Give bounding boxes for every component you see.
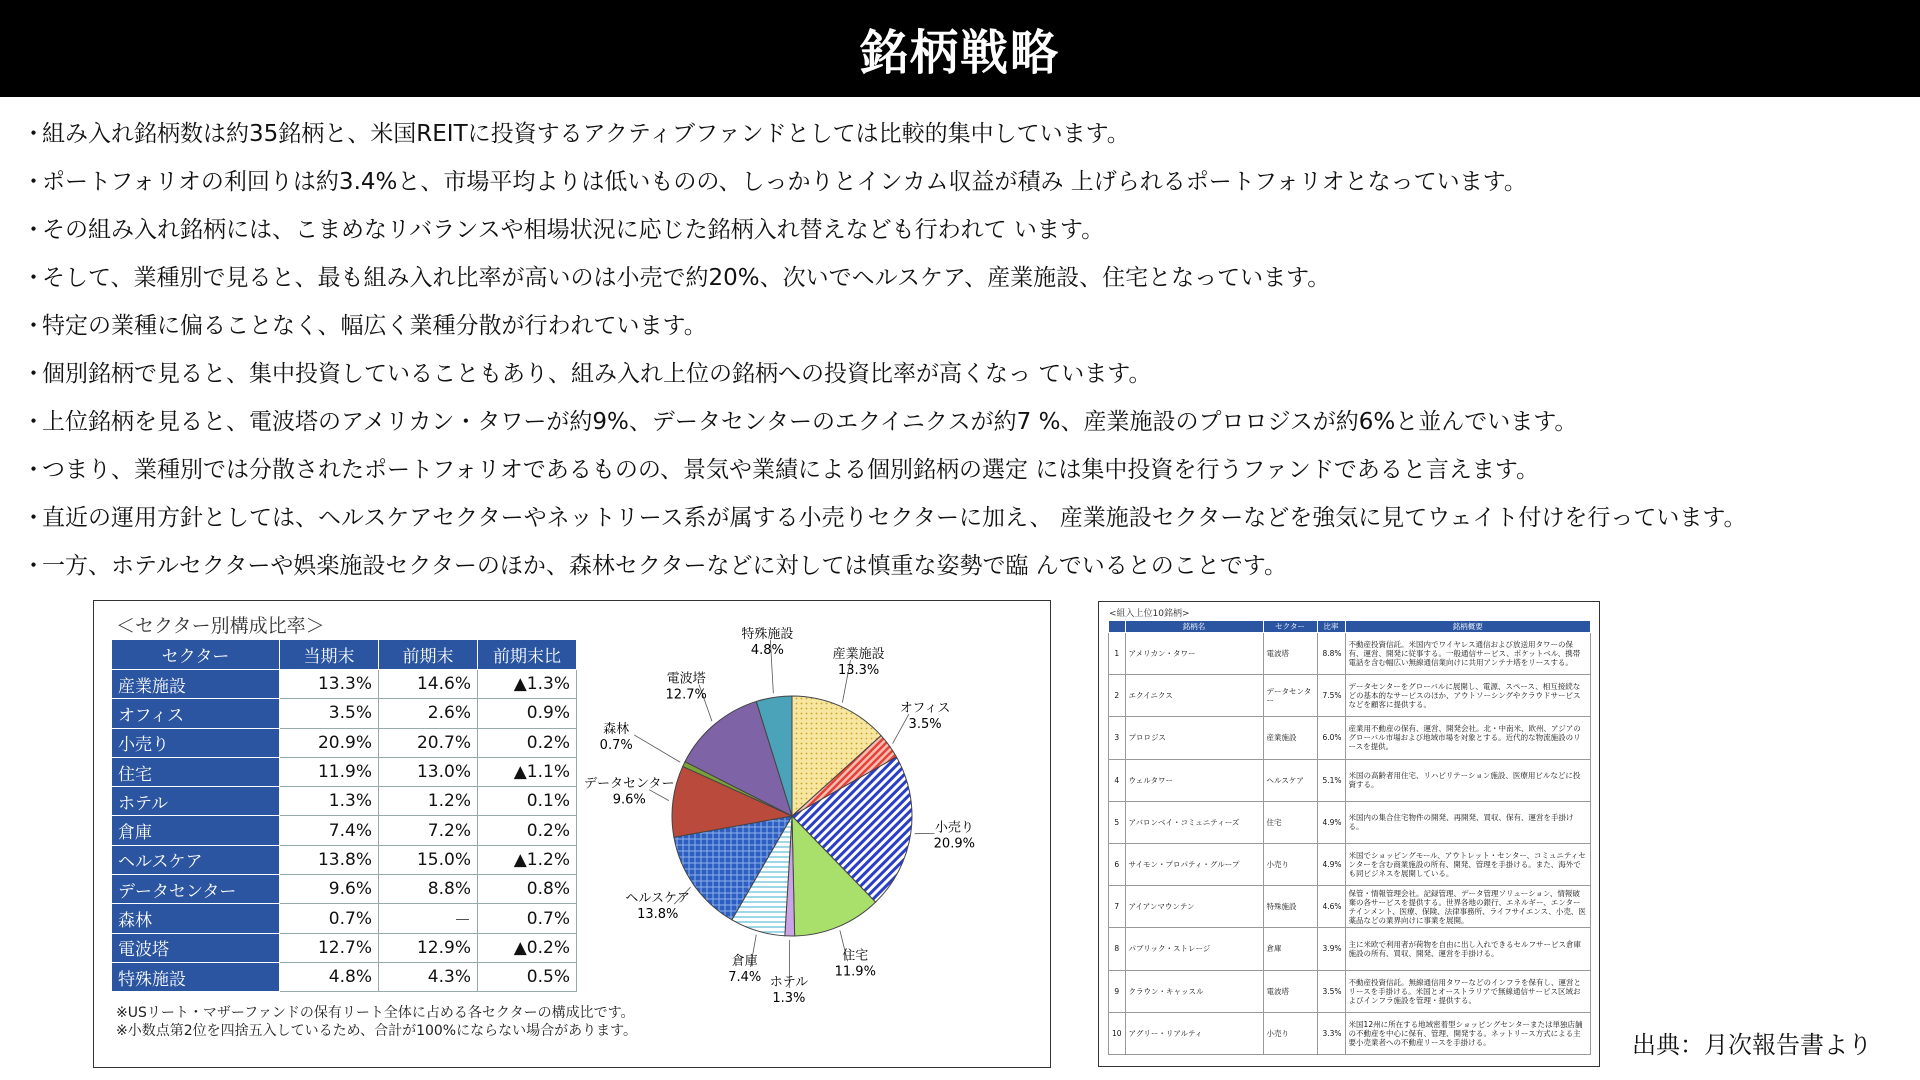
pie-value-label: 20.9% [933, 836, 975, 852]
column-header: 前期末 [379, 640, 478, 670]
bullet-text: 個別銘柄で見ると、集中投資していることもあり、組み入れ上位の銘柄への投資比率が高くなっ ています。 [42, 361, 1152, 387]
value-cell: 13.3% [280, 670, 379, 699]
value-cell: 0.9% [478, 699, 577, 728]
table-row [112, 787, 577, 816]
value-cell: 7.4% [280, 816, 379, 845]
value-cell: ▲1.1% [478, 757, 577, 786]
weight-cell: 3.9% [1317, 928, 1345, 970]
bullet-mark: ・ [22, 361, 45, 387]
pie-label: オフィス [899, 701, 951, 717]
sector-table-body [112, 670, 577, 992]
pie-label: データセンター [584, 776, 675, 792]
table-row [112, 816, 577, 845]
bullet-text: 上位銘柄を見ると、電波塔のアメリカン・タワーが約9%、データセンターのエクイニクスが約7 %、産業施設のプロロジスが約6%と並んでいます。 [42, 409, 1578, 435]
value-cell: 7.2% [379, 816, 478, 845]
rank-cell: 8 [1109, 928, 1126, 970]
value-cell: 0.8% [478, 875, 577, 904]
stock-name-cell: アグリー・リアルティ [1125, 1012, 1263, 1054]
sector-name-cell: データセンター [112, 875, 280, 904]
pie-value-label: 7.4% [728, 970, 762, 986]
weight-cell: 4.9% [1317, 801, 1345, 843]
sector-name-cell: ホテル [112, 787, 280, 816]
weight-cell: 4.6% [1317, 886, 1345, 928]
weight-cell: 3.5% [1317, 970, 1345, 1012]
value-cell: 0.7% [478, 904, 577, 933]
stock-name-cell: ウェルタワー [1125, 759, 1263, 801]
stock-name-cell: エクイニクス [1125, 675, 1263, 717]
summary-cell: 米国内の集合住宅物件の開発、再開発、買収、保有、運営を手掛ける。 [1345, 801, 1590, 843]
table-row [1109, 633, 1591, 675]
bullet-mark: ・ [22, 217, 45, 243]
stock-name-cell: パブリック・ストレージ [1125, 928, 1263, 970]
bullet-mark: ・ [22, 409, 45, 435]
bullet-item [22, 214, 1912, 262]
stock-name-cell: サイモン・プロパティ・グループ [1125, 843, 1263, 885]
rank-cell: 5 [1109, 801, 1126, 843]
table-row [112, 845, 577, 874]
value-cell: ▲0.2% [478, 933, 577, 962]
value-cell: 4.8% [280, 962, 379, 991]
table-row [1109, 1012, 1591, 1054]
bullet-mark: ・ [22, 553, 45, 579]
pie-label: 小売り [934, 820, 974, 836]
bullet-mark: ・ [22, 505, 45, 531]
bullet-mark: ・ [22, 169, 45, 195]
summary-cell: 米国12州に所在する地域密着型ショッピングセンターまたは単独店舗の不動産を中心に保有、管理、開発する。ネットリース方式による主要小売業者への不動産リースを手掛ける。 [1345, 1012, 1590, 1054]
value-cell: 0.2% [478, 728, 577, 757]
bullet-mark: ・ [22, 121, 45, 147]
pie-label: 倉庫 [731, 954, 758, 970]
pie-label: 特殊施設 [741, 626, 794, 642]
summary-cell: 保管・情報管理会社。記録管理、データ管理ソリューション、情報破棄の各サービスを提供する。世界各地の銀行、エネルギー、エンターテインメント、医療、保険、法律事務所、ライフサイエンス、小売、医薬品などの業界向けに事業を展開。 [1345, 886, 1590, 928]
table-header-row [112, 640, 577, 670]
summary-cell: 産業用不動産の保有、運営、開発会社。北・中南米、欧州、アジアのグローバル市場および地域市場を対象とする。近代的な物流施設のリースを提供。 [1345, 717, 1590, 759]
bullet-item [22, 406, 1912, 454]
pie-value-label: 11.9% [834, 964, 876, 980]
bullet-mark: ・ [22, 313, 45, 339]
rank-cell: 10 [1109, 1012, 1126, 1054]
weight-cell: 8.8% [1317, 633, 1345, 675]
table-row [1109, 886, 1591, 928]
sector-panel-title: ＜セクター別構成比率＞ [116, 615, 325, 637]
value-cell: 0.7% [280, 904, 379, 933]
summary-cell: データセンターをグローバルに展開し、電源、スペース、相互接続などの基本的なサービスのほか、アウトソーシングやクラウドサービスなどを顧客に提供する。 [1345, 675, 1590, 717]
sector-cell: 小売り [1263, 1012, 1317, 1054]
pie-label: 電波塔 [666, 671, 706, 687]
pie-value-label: 4.8% [750, 642, 784, 658]
column-header [1109, 621, 1126, 633]
value-cell: 20.7% [379, 728, 478, 757]
value-cell: 9.6% [280, 875, 379, 904]
table-row [112, 875, 577, 904]
table-row [1109, 759, 1591, 801]
column-header: 前期末比 [478, 640, 577, 670]
sector-name-cell: 住宅 [112, 757, 280, 786]
table-row [112, 933, 577, 962]
sector-pie-chart [584, 626, 1044, 1006]
summary-cell: 主に米欧で利用者が荷物を自由に出し入れできるセルフサービス倉庫施設の所有、買収、開発、運営を手掛ける。 [1345, 928, 1590, 970]
top10-panel [1098, 601, 1600, 1067]
bullet-item [22, 166, 1912, 214]
bullet-text: その組み入れ銘柄には、こまめなリバランスや相場状況に応じた銘柄入れ替えなども行われて います。 [42, 217, 1105, 243]
table-header-row [1109, 621, 1591, 633]
bullet-item [22, 454, 1912, 502]
table-row [112, 757, 577, 786]
column-header: 当期末 [280, 640, 379, 670]
bullet-item [22, 550, 1912, 598]
rank-cell: 3 [1109, 717, 1126, 759]
header-bar [0, 0, 1920, 97]
sector-cell: 電波塔 [1263, 633, 1317, 675]
value-cell: 12.7% [280, 933, 379, 962]
note-line: ※小数点第2位を四捨五入しているため、合計が100%にならない場合があります。 [116, 1023, 637, 1039]
table-row [1109, 843, 1591, 885]
pie-leader-line [893, 714, 909, 743]
bullet-mark: ・ [22, 265, 45, 291]
table-row [1109, 801, 1591, 843]
sector-cell: データセンター [1263, 675, 1317, 717]
top10-panel-title: <組入上位10銘柄> [1109, 609, 1190, 619]
sector-notes [116, 1004, 637, 1040]
summary-cell: 米国の高齢者用住宅、リハビリテーション施設、医療用ビルなどに投資する。 [1345, 759, 1590, 801]
pie-value-label: 9.6% [612, 792, 646, 808]
rank-cell: 4 [1109, 759, 1126, 801]
sector-cell: 小売り [1263, 843, 1317, 885]
sector-name-cell: 産業施設 [112, 670, 280, 699]
value-cell: 14.6% [379, 670, 478, 699]
table-row [1109, 717, 1591, 759]
weight-cell: 6.0% [1317, 717, 1345, 759]
bullet-text: 組み入れ銘柄数は約35銘柄と、米国REITに投資するアクティブファンドとしては比較的集中しています。 [42, 121, 1130, 147]
column-header: 比率 [1317, 621, 1345, 633]
pie-label: ホテル [769, 974, 809, 990]
bullet-text: そして、業種別で見ると、最も組み入れ比率が高いのは小売で約20%、次いでヘルスケア、産業施設、住宅となっています。 [42, 265, 1331, 291]
bullet-text: 特定の業種に偏ることなく、幅広く業種分散が行われています。 [42, 313, 707, 339]
bullet-text: つまり、業種別では分散されたポートフォリオであるものの、景気や業績による個別銘柄の選定 には集中投資を行うファンドであると言えます。 [42, 457, 1540, 483]
sector-name-cell: オフィス [112, 699, 280, 728]
sector-name-cell: 倉庫 [112, 816, 280, 845]
stock-name-cell: アメリカン・タワー [1125, 633, 1263, 675]
stock-name-cell: クラウン・キャッスル [1125, 970, 1263, 1012]
table-row [112, 670, 577, 699]
value-cell: 1.3% [280, 787, 379, 816]
pie-label: 産業施設 [832, 647, 885, 663]
value-cell: 8.8% [379, 875, 478, 904]
pie-value-label: 13.3% [837, 663, 880, 679]
sector-name-cell: 森林 [112, 904, 280, 933]
sector-cell: 住宅 [1263, 801, 1317, 843]
value-cell: 12.9% [379, 933, 478, 962]
bullet-item [22, 310, 1912, 358]
top10-table [1108, 620, 1591, 1055]
pie-leader-line [634, 735, 680, 762]
sector-cell: 産業施設 [1263, 717, 1317, 759]
bullet-list [22, 118, 1912, 598]
pie-label: 住宅 [842, 948, 869, 964]
rank-cell: 9 [1109, 970, 1126, 1012]
pie-value-label: 1.3% [772, 990, 806, 1006]
sector-name-cell: 小売り [112, 728, 280, 757]
bullet-text: ポートフォリオの利回りは約3.4%と、市場平均よりは低いものの、しっかりとインカム収益が積み 上げられるポートフォリオとなっています。 [42, 169, 1527, 195]
pie-value-label: 3.5% [908, 717, 942, 733]
column-header: 銘柄名 [1125, 621, 1263, 633]
sector-name-cell: 電波塔 [112, 933, 280, 962]
value-cell: － [379, 904, 478, 933]
bullet-item [22, 118, 1912, 166]
source-note: 出典：月次報告書より [1632, 1031, 1872, 1059]
sector-table [111, 639, 577, 992]
stock-name-cell: アバロンベイ・コミュニティーズ [1125, 801, 1263, 843]
column-header: セクター [1263, 621, 1317, 633]
pie-label: ヘルスケア [625, 891, 691, 907]
page-title: 銘柄戦略 [859, 25, 1060, 81]
value-cell: 0.5% [478, 962, 577, 991]
sector-cell: 特殊施設 [1263, 886, 1317, 928]
weight-cell: 7.5% [1317, 675, 1345, 717]
value-cell: 1.2% [379, 787, 478, 816]
value-cell: 4.3% [379, 962, 478, 991]
summary-cell: 不動産投資信託。無線通信用タワーなどのインフラを保有し、運営とリースを手掛ける。米国とオーストラリアで無線通信サービス区域およびインフラ施設を管理・提供する。 [1345, 970, 1590, 1012]
value-cell: 20.9% [280, 728, 379, 757]
sector-cell: 倉庫 [1263, 928, 1317, 970]
pie-value-label: 12.7% [665, 687, 707, 703]
value-cell: 13.0% [379, 757, 478, 786]
pie-value-label: 0.7% [599, 737, 633, 753]
value-cell: 13.8% [280, 845, 379, 874]
column-header: セクター [112, 640, 280, 670]
pie-value-label: 13.8% [637, 907, 679, 923]
stock-name-cell: アイアンマウンテン [1125, 886, 1263, 928]
column-header: 銘柄概要 [1345, 621, 1590, 633]
table-row [112, 962, 577, 991]
value-cell: 3.5% [280, 699, 379, 728]
pie-label: 森林 [603, 721, 630, 737]
top10-table-body [1109, 633, 1591, 1055]
rank-cell: 2 [1109, 675, 1126, 717]
weight-cell: 3.3% [1317, 1012, 1345, 1054]
table-row [112, 904, 577, 933]
table-row [112, 728, 577, 757]
note-line: ※USリート・マザーファンドの保有リート全体に占める各セクターの構成比です。 [116, 1005, 635, 1021]
bullet-item [22, 262, 1912, 310]
summary-cell: 不動産投資信託。米国内でワイヤレス通信および放送用タワーの保有、運営、開発に従事する。一般通信サービス、ポケットベル、携帯電話を含む幅広い無線通信業向けに共用アンテナ塔をリースする。 [1345, 633, 1590, 675]
table-row [1109, 970, 1591, 1012]
table-row [112, 699, 577, 728]
bullet-text: 直近の運用方針としては、ヘルスケアセクターやネットリース系が属する小売りセクターに加え、 産業施設セクターなどを強気に見てウェイト付けを行っています。 [42, 505, 1747, 531]
weight-cell: 4.9% [1317, 843, 1345, 885]
value-cell: 11.9% [280, 757, 379, 786]
summary-cell: 米国でショッピングモール、アウトレット・センター、コミュニティセンターを含む商業施設の所有、開発、管理を手掛ける。また、海外でも同ビジネスを展開している。 [1345, 843, 1590, 885]
value-cell: 15.0% [379, 845, 478, 874]
bullet-mark: ・ [22, 457, 45, 483]
sector-cell: ヘルスケア [1263, 759, 1317, 801]
value-cell: ▲1.2% [478, 845, 577, 874]
rank-cell: 7 [1109, 886, 1126, 928]
bullet-text: 一方、ホテルセクターや娯楽施設セクターのほか、森林セクターなどに対しては慎重な姿勢で臨 んでいるとのことです。 [42, 553, 1287, 579]
stock-name-cell: プロロジス [1125, 717, 1263, 759]
sector-panel [93, 600, 1051, 1068]
sector-name-cell: ヘルスケア [112, 845, 280, 874]
value-cell: ▲1.3% [478, 670, 577, 699]
weight-cell: 5.1% [1317, 759, 1345, 801]
table-row [1109, 675, 1591, 717]
value-cell: 0.2% [478, 816, 577, 845]
value-cell: 0.1% [478, 787, 577, 816]
rank-cell: 1 [1109, 633, 1126, 675]
bullet-item [22, 502, 1912, 550]
rank-cell: 6 [1109, 843, 1126, 885]
value-cell: 2.6% [379, 699, 478, 728]
sector-cell: 電波塔 [1263, 970, 1317, 1012]
table-row [1109, 928, 1591, 970]
sector-name-cell: 特殊施設 [112, 962, 280, 991]
bullet-item [22, 358, 1912, 406]
